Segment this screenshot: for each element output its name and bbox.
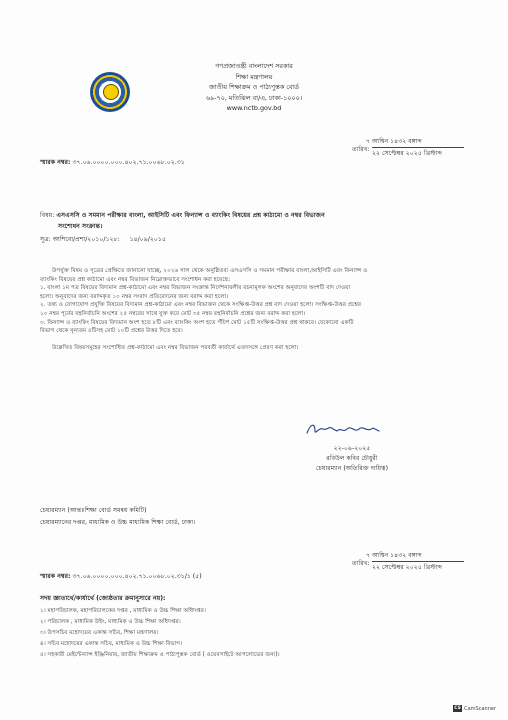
reference-date: ১৪/০৯/২০১৫ [129, 236, 166, 243]
memo-number-2: ৩৭.০৬.০০০০.০০০.৪০২.৭১.০০৬৮.০২.৩১/১ (৫) [72, 573, 202, 580]
copy-list-heading: সদয় জ্ঞাতার্থে/কার্যার্থে (জ্যেষ্ঠতার ক্রমানুসারে নয়): [40, 595, 166, 602]
board-address: ৬৯-৭০, মতিঝিল বা/এ, ঢাকা-১০০০। [205, 93, 303, 102]
subject-line-1: এসএসসি ও সমমান পরীক্ষার বাংলা, আইসিটি এবং ফিন্যান্স ও ব্যাংকিং বিষয়ের প্রশ্ন কাঠামো ও নম্বর বিভাজন [56, 212, 325, 219]
date-label: তারিখ: [352, 146, 370, 153]
item-2-line-1: ২. তথ্য ও যোগাযোগ প্রযুক্তি বিষয়ের বিদ্যমান প্রশ্ন-কাঠামো এবং নম্বর বিভাজন থেকে সংক্ষিপ্ত-উত্তর প্রশ্ন বাদ দেওয়া হলো। সংক্ষিপ্ত-উত্তর প্রশ্নের [40, 302, 362, 309]
list-item: ১। মহাপরিচালক, মহাপরিচালকের দপ্তর , মাধ্যমিক ও উচ্চ শিক্ষা অধিদপ্তর। [40, 608, 206, 614]
item-1-line-1: ১. বাংলা ১ম পত্র বিষয়ের বিদ্যমান প্রশ্ন-কাঠামো এবং নম্বর বিভাজন সংক্রান্ত নির্দেশনাবলীর রচনামূলক অংশের অনুবাদের অংশটি বাদ দেওয়া [40, 285, 351, 292]
subject-row [40, 211, 325, 220]
board-title: জাতীয় শিক্ষাক্রম ও পাঠ্যপুস্তক বোর্ড [209, 83, 299, 91]
english-date: ২২ সেপ্টেম্বর ২০২৫ খ্রিস্টাব্দ [372, 150, 442, 157]
item-3-line-2: বিভাগ থেকে নূন্যতম ৫টিসহ মোট ১০টি প্রশ্নের উত্তর দিতে হবে। [40, 328, 183, 335]
item-1-line-2: হলো। অনুবাদের জন্য বরাদ্দকৃত ১০ নম্বর সংবাদ প্রতিবেদনের জন্য বরাদ্দ করা হলো। [40, 293, 229, 300]
item-3-line-1: ৩. ফিন্যান্স ও ব্যাংকিং বিষয়ের বিদ্যমান অংশ হতে ৮টি এবং ব্যাংকিং অংশ হতে পঁচিশ মোট ১৫টি সংক্ষিপ্ত-উত্তর প্রশ্ন থাকবে। যেকোনো একটি [40, 319, 354, 326]
signature-date: ২২-০৯-২০২৫ [333, 445, 371, 452]
letter-body [40, 267, 472, 352]
signature-image [303, 419, 383, 439]
reference-text: আশিবো/প্রশা/২০১০/১২৮: [52, 236, 120, 243]
copy-list [40, 606, 280, 661]
memo-number: ৩৭.০৬.০০০০.০০০.৪০২.৭১.০০৬৮.০২.৩১ [72, 159, 185, 166]
govt-title: গণপ্রজাতন্ত্রী বাংলাদেশ সরকার [215, 62, 293, 70]
item-2-line-2: ১০ নম্বর পূর্বের বহুনির্বাচনি অংশের ২৫ নম্বরের সাথে যুক্ত করে মোট ৩৫ নম্বর বহুনির্বাচনি প্রশ্নের জন্য বরাদ্দ করা হলো। [40, 310, 306, 317]
memo-label-2: স্মারক নম্বর: [40, 573, 71, 580]
memo-label: স্মারক নম্বর: [40, 159, 71, 166]
reference-row [40, 235, 166, 244]
list-item: ৫। সহকারী মেইন্টেন্যান্স ইঞ্জিনিয়ার, জাতীয় শিক্ষাক্রম ও পাঠ্যপুস্তক বোর্ড ( ওয়েবসাইটে আপলোডের জন্য)। [40, 652, 280, 658]
closing-line: উল্লেখিত বিষয়সমূহের সংশোধিত প্রশ্ন-কাঠামো এবং নম্বর বিভাজন পরবর্তী কার্যার্থে এতদসঙ্গে প্রেরণ করা হলো। [52, 344, 299, 351]
bangla-date-2: ৭ আশ্বিন ১৪৩২ বঙ্গাব্দ [366, 552, 422, 559]
signatory-designation: চেয়ারম্যান (অতিরিক্ত দায়িত্ব) [316, 465, 388, 472]
camscanner-text: CamScanner [464, 705, 496, 712]
date-divider [372, 147, 464, 148]
intro-line-2: ব্যাংকিং বিষয়ের প্রশ্ন কাঠামো এবং নম্বর বিভাজন নিম্নোক্তভাবে সংশোধন করা হয়েছে: [40, 276, 231, 283]
ministry-title: শিক্ষা মন্ত্রণালয় [235, 72, 273, 81]
camscanner-watermark [453, 705, 496, 712]
reference-label: সূত্র: [40, 236, 51, 243]
date-label-2: তারিখ: [352, 560, 370, 567]
english-date-2: ২২ সেপ্টেম্বর ২০২৫ খ্রিস্টাব্দ [372, 564, 442, 571]
bangla-date: ৭ আশ্বিন ১৪৩২ বঙ্গাব্দ [366, 138, 422, 145]
date-divider-2 [372, 561, 464, 562]
letterhead [0, 61, 508, 114]
recipient-line-1: চেয়ারম্যান (আন্তঃশিক্ষা বোর্ড সমন্বয় কমিটি) [40, 507, 147, 514]
board-website: www.nctb.gov.bd [226, 104, 282, 112]
memo-number-row-2 [40, 572, 202, 581]
subject-line-2: সংশোধন সংক্রান্ত। [58, 223, 103, 230]
signatory-name: রবিউল কবির চৌধুরী [326, 455, 378, 462]
list-item: ৪। সচিব মহোদয়ের একান্ত সচিব, মাধ্যমিক ও উচ্চ শিক্ষা বিভাগ। [40, 641, 183, 647]
subject-label: বিষয়: [40, 212, 55, 219]
list-item: ২। পরিচালক , মাধ্যমিক উইং, মাধ্যমিক ও উচ্চ শিক্ষা অধিদপ্তর। [40, 619, 181, 625]
recipient-line-2: চেয়ারম্যানের দপ্তর, মাধ্যমিক ও উচ্চ মাধ্যমিক শিক্ষা বোর্ড, ঢাকা। [40, 519, 196, 526]
memo-number-row [40, 158, 185, 167]
camscanner-badge: CS [454, 706, 461, 711]
intro-line-1: উপর্যুক্ত বিষয় ও সূত্রের প্রেক্ষিতে জানানো যাচ্ছে, ২০২৬ সাল থেকে অনুষ্ঠিতব্য এসএসসি ও সমমান পরীক্ষার বাংলা,আইসিটি এবং ফিন্যান্স ও [52, 268, 368, 274]
list-item: ৩। উপসচিব মহোদয়ের একান্ত সচিব, শিক্ষা মন্ত্রণালয়। [40, 630, 159, 636]
